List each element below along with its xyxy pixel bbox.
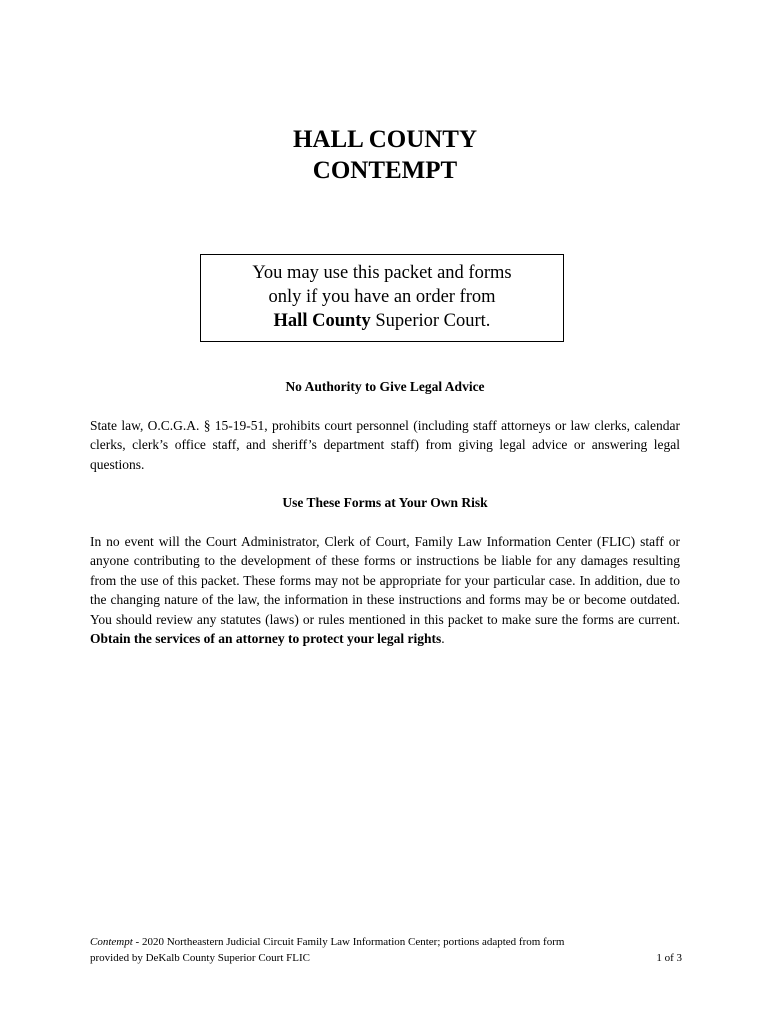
section-heading-legal-advice: No Authority to Give Legal Advice <box>285 379 485 394</box>
document-title <box>0 124 770 186</box>
footer-doc-name: Contempt <box>90 936 133 948</box>
title-line-1: HALL COUNTY <box>292 126 478 153</box>
notice-line-3 <box>201 309 563 333</box>
footer-line-1 <box>90 934 682 950</box>
title-line-2: CONTEMPT <box>312 157 458 184</box>
notice-line-2: only if you have an order from <box>268 287 496 307</box>
page-number: 1 of 3 <box>656 952 682 964</box>
footer-credit: - 2020 Northeastern Judicial Circuit Family Law Information Center; portions adapted from form <box>132 936 565 948</box>
page-footer <box>90 934 682 966</box>
notice-court: Superior Court. <box>370 311 491 331</box>
notice-county: Hall County <box>273 311 371 331</box>
notice-line-1: You may use this packet and forms <box>252 263 512 283</box>
footer-line-2 <box>90 950 682 966</box>
own-risk-text: In no event will the Court Administrator, Clerk of Court, Family Law Information Center (FLIC) staff or anyone contributing to the development of these forms or instructions be liable for any damages resulting from the use of this packet. These forms may not be appropriate for your particular case. In addition, due to the changing nature of the law, the information in these instructions and forms may be or become outdated. You should review any statutes (laws) or rules mentioned in this packet to make sure the forms are current. <box>90 534 680 627</box>
own-risk-bold-text: Obtain the services of an attorney to protect your legal rights <box>90 631 442 647</box>
own-risk-end: . <box>441 631 445 647</box>
section-heading-own-risk: Use These Forms at Your Own Risk <box>282 495 488 510</box>
paragraph-own-risk <box>90 532 680 648</box>
notice-box <box>200 254 564 342</box>
footer-source: provided by DeKalb County Superior Court FLIC <box>90 952 310 964</box>
paragraph-legal-advice: State law, O.C.G.A. § 15-19-51, prohibits court personnel (including staff attorneys or law clerks, calendar clerks, clerk’s office staff, and sheriff’s department staff) from giving legal advice or answering legal questions. <box>90 418 680 472</box>
